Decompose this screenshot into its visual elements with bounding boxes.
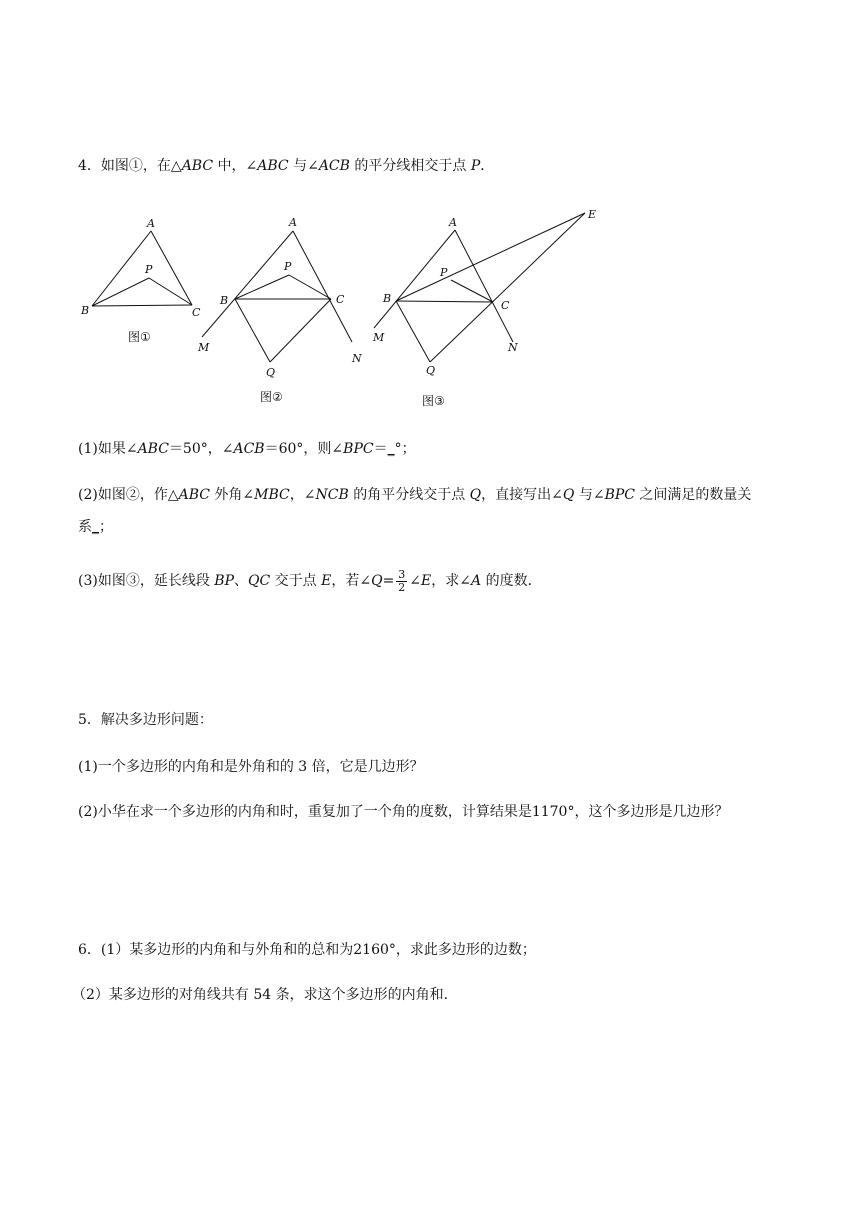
fig1-segment-bc	[92, 305, 192, 306]
fig1-label-b: B	[81, 304, 90, 317]
q4-sub2-line1: (2)如图②，作△ABC 外角∠MBC，∠NCB 的角平分线交于点 Q，直接写出∠Q 与∠BPC 之间满足的数量关	[78, 487, 752, 503]
q4-sub2-line2: 系_；	[78, 519, 113, 535]
fig3-label-p: P	[440, 266, 448, 279]
fig2-label-c: C	[336, 293, 345, 306]
fig2-label-n: N	[352, 352, 362, 365]
fig2-label-m: M	[198, 341, 210, 354]
fig2-segment-bq	[235, 299, 270, 362]
figure-3	[368, 200, 608, 415]
fig3-label-m: M	[373, 331, 385, 344]
q5-sub1: (1)一个多边形的内角和是外角和的 3 倍，它是几边形？	[78, 759, 424, 775]
fig2-label-a: A	[289, 216, 297, 229]
fig1-label-a: A	[147, 217, 155, 230]
fig1-label-p: P	[145, 263, 153, 276]
q6-sub1: 6．(1）某多边形的内角和与外角和的总和为2160°，求此多边形的边数；	[78, 942, 536, 958]
answer-blank[interactable]: _	[92, 519, 99, 535]
fig2-label-b: B	[220, 294, 229, 307]
fig1-caption: 图①	[128, 330, 151, 344]
fig1-segment-ac	[151, 231, 192, 305]
fig3-label-c: C	[501, 299, 510, 312]
fig3-caption: 图③	[422, 394, 445, 408]
fig2-label-q: Q	[266, 366, 276, 379]
fig3-segment-be	[396, 213, 585, 301]
answer-blank[interactable]: _	[387, 441, 395, 457]
fig3-label-e: E	[588, 208, 597, 221]
fig3-label-q: Q	[426, 364, 436, 377]
q5-stem: 5．解决多边形问题：	[78, 712, 213, 728]
fig3-segment-bc	[396, 301, 493, 302]
fig1-segment-cp	[149, 278, 192, 305]
fig3-segment-an	[455, 230, 513, 342]
fig2-segment-cp	[289, 275, 331, 299]
fig3-segment-bq	[396, 301, 430, 362]
q5-sub2: (2)小华在求一个多边形的内角和时，重复加了一个角的度数，计算结果是1170°，这个多边形是几边形？	[78, 804, 729, 820]
fig3-segment-qe	[430, 213, 585, 362]
fig2-segment-bp	[235, 275, 289, 299]
fig3-label-a: A	[449, 216, 457, 229]
figure-1	[78, 200, 208, 415]
q4-stem: 4．如图①，在△ABC 中，∠ABC 与∠ACB 的平分线相交于点 P．	[78, 158, 495, 174]
fig2-segment-cq	[270, 299, 331, 362]
fig2-caption: 图②	[260, 390, 283, 404]
fig3-label-b: B	[383, 292, 392, 305]
q6-sub2: （2）某多边形的对角线共有 54 条，求这个多边形的内角和．	[72, 987, 458, 1003]
q4-sub3: (3)如图③，延长线段 BP、QC 交于点 E，若∠Q= $\frac{3}{2}$ ∠E，求∠A 的度数．	[78, 567, 542, 594]
figure-2	[190, 200, 370, 415]
fig1-label-c: C	[192, 306, 201, 319]
fig3-label-n: N	[508, 341, 518, 354]
q4-sub1: (1)如果∠ABC＝50°，∠ACB＝60°，则∠BPC＝_°；	[78, 441, 416, 457]
fraction-three-halves: $\frac{3}{2}$	[398, 567, 406, 594]
fig1-segment-bp	[92, 278, 149, 306]
fig2-label-p: P	[284, 260, 292, 273]
fig2-segment-an	[293, 231, 352, 342]
fig1-segment-ab	[92, 231, 151, 306]
